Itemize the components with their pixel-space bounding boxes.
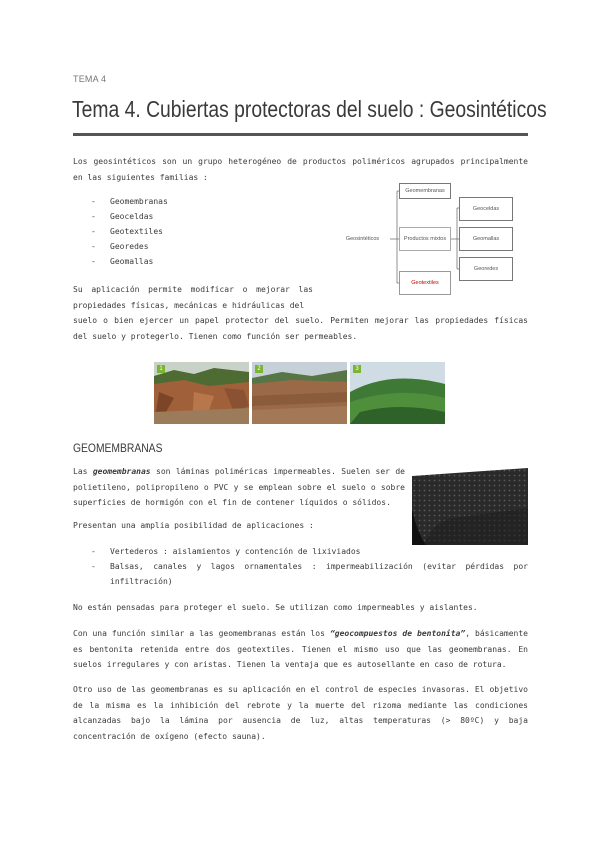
photo-badge: 1: [157, 365, 165, 373]
diagram-root-node: Geosintéticos: [335, 232, 390, 246]
photo-eroded-slope: [154, 362, 249, 424]
title-underline: [73, 133, 528, 136]
photo-geomembrane: [412, 468, 528, 545]
photo-badge: 2: [255, 365, 263, 373]
applications-list: [73, 544, 528, 589]
section-heading-geomembranas: GEOMEMBRANAS: [73, 441, 163, 455]
intro-text: Los geosintéticos son un grupo heterogéneo de productos poliméricos agrupados principalmente en las siguientes familias :: [73, 157, 528, 182]
invasive-species-paragraph: Otro uso de las geomembranas es su aplicación en el control de especies invasoras. El objetivo de la misma es la inhibición del rebrote y la muerte del rizoma mediante las condiciones alcanzadas bajo la lámina por ausencia de luz, altas temperaturas (> 80ºC) y baja concentración de oxígeno (efecto sauna).: [73, 685, 528, 741]
bentonite-lead: Con una función similar a las geomembranas están los: [73, 629, 330, 638]
list-item: - Geomembranas: [73, 194, 293, 209]
list-item: - Balsas, canales y lagos ornamentales : impermeabilización (evitar pérdidas por infiltración): [73, 559, 528, 589]
green-hill-image: [350, 362, 445, 424]
page-title: Tema 4. Cubiertas protectoras del suelo : Geosintéticos: [72, 96, 547, 122]
definition-lead: Las: [73, 467, 93, 476]
bentonite-term: “geocompuestos de bentonita”: [329, 629, 466, 638]
geomembrane-image: [412, 468, 528, 545]
diagram-node-mixtos: Productos mixtos: [399, 227, 451, 251]
bare-hillside-image: [252, 362, 347, 424]
definition-text: son láminas poliméricas impermeables. Suelen ser de polietileno, polipropileno o PVC y se emplean sobre el suelo o sobre superficies de hormigón con el fin de contener líquidos o sólidos.: [73, 467, 406, 507]
applications-intro: Presentan una amplia posibilidad de aplicaciones :: [73, 521, 314, 530]
list-item: - Georedes: [73, 239, 293, 254]
photo-badge: 3: [353, 365, 361, 373]
list-item: - Vertederos : aislamientos y contención de lixiviados: [73, 544, 528, 559]
diagram-node-geomembranas: Geomembranas: [399, 183, 451, 199]
application-text-part2: suelo o bien ejercer un papel protector del suelo. Permiten mejorar las propiedades físicas del suelo y protegerlo. Tienen como función ser permeables.: [73, 316, 528, 341]
photo-bare-hillside: [252, 362, 347, 424]
list-item: - Geomallas: [73, 254, 293, 269]
diagram-node-geomallas: Geomallas: [459, 227, 513, 251]
definition-term: geomembranas: [92, 467, 151, 476]
application-text-part1: Su aplicación permite modificar o mejorar las propiedades físicas, mecánicas e hidráulicas del: [73, 285, 313, 310]
photo-green-hill: [350, 362, 445, 424]
diagram-node-geotextiles: Geotextiles: [399, 271, 451, 295]
diagram-node-georedes: Georedes: [459, 257, 513, 281]
section-kicker: TEMA 4: [73, 74, 107, 84]
families-list: [73, 194, 293, 269]
diagram-node-geoceldas: Geoceldas: [459, 197, 513, 221]
list-item: - Geoceldas: [73, 209, 293, 224]
bentonite-paragraph: [73, 626, 528, 673]
geosinteticos-diagram: [335, 180, 517, 296]
not-for-soil-text: No están pensadas para proteger el suelo. Se utilizan como impermeables y aislantes.: [73, 603, 478, 612]
eroded-slope-image: [154, 362, 249, 424]
geomembranas-definition: [73, 464, 405, 511]
list-item: - Geotextiles: [73, 224, 293, 239]
bentonite-text: , básicamente es bentonita retenida entre dos geotextiles. Tienen el mismo uso que las geomembranas. En suelos irregulares y con aristas. Tienen la ventaja que es autosellante en caso de rotura.: [73, 629, 528, 669]
